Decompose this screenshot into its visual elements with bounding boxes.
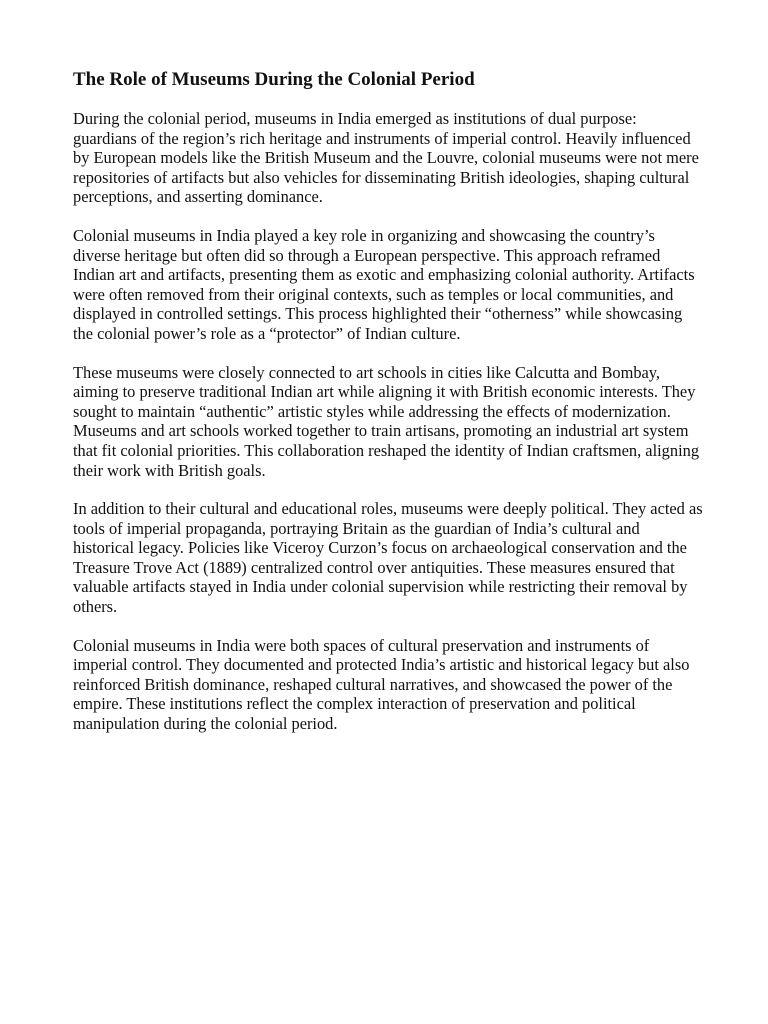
paragraph-5: Colonial museums in India were both spaces of cultural preservation and instruments of imperial control. They documented and protected India’s artistic and historical legacy but also reinforced British dominance, reshaped cultural narratives, and showcased the power of the empire. These institutions reflect the complex interaction of preservation and political manipulation during the colonial period. bbox=[73, 635, 690, 734]
paragraph-1: During the colonial period, museums in India emerged as institutions of dual purpose: guardians of the region’s rich heritage and instruments of imperial control. Heavily influenced by European models like the British Museum and the Louvre, colonial museums were not mere repositories of artifacts but also vehicles for disseminating British ideologies, shaping cultural perceptions, and asserting dominance. bbox=[73, 109, 699, 207]
paragraph-2: Colonial museums in India played a key role in organizing and showcasing the country’s diverse heritage but often did so through a European perspective. This approach reframed Indian art and artifacts, presenting them as exotic and emphasizing colonial authority. Artifacts were often removed from their original contexts, such as temples or local communities, and displayed in controlled settings. This process highlighted their “otherness” while showcasing the colonial power’s role as a “protector” of Indian culture. bbox=[73, 225, 695, 343]
paragraph-3: These museums were closely connected to art schools in cities like Calcutta and Bombay, aiming to preserve traditional Indian art while aligning it with British economic interests. They sought to maintain “authentic” artistic styles while addressing the effects of modernization. Museums and art schools worked together to train artisans, promoting an industrial art system that fit colonial priorities. This collaboration reshaped the identity of Indian craftsmen, aligning their work with British goals. bbox=[73, 362, 700, 480]
document-body bbox=[73, 68, 703, 753]
document-title: The Role of Museums During the Colonial Period bbox=[73, 69, 475, 90]
paragraph-4: In addition to their cultural and educational roles, museums were deeply political. They acted as tools of imperial propaganda, portraying Britain as the guardian of India’s cultural and historical legacy. Policies like Viceroy Curzon’s focus on archaeological conservation and the Treasure Trove Act (1889) centralized control over antiquities. These measures ensured that valuable artifacts stayed in India under colonial supervision while restricting their removal by others. bbox=[73, 499, 703, 617]
